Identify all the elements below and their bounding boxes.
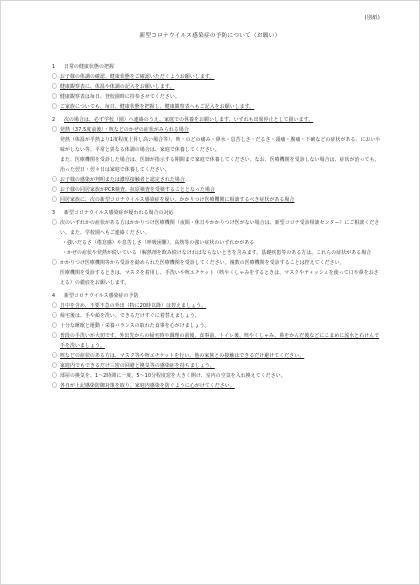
paragraph: 発熱（体温が平熱より1度程度上昇し高い場合等）、咳・のどの痛み・鼻水・息苦しさ・だるさ・頭痛・腹痛・下痢などの症状がある、においや味がしない等、平常と異なる体調の場合は、家庭で休養してください。: [60, 137, 381, 153]
paragraph: また、医療機関を受診した場合は、医師が指示する期間まで家庭で休養してください。なお、医療機関を受診しない場合は、症状が治っても、治った翌日・翌々日は家庭で休養してください。: [60, 157, 380, 173]
document-body: [52, 62, 382, 394]
list-item: 〇 かかりつけ医療機関等から受診を勧められた医療機関を受診してください。複数の医療機関を受診することは控えてください。: [52, 260, 345, 266]
list-item: 〇 発熱（37.5度前後）・咳などのかぜの症状がみられる場合: [52, 127, 189, 133]
list-item: 〇 同居家族に、次の新型コロナウイルス感染症を疑い、かかりつけ医療機関に相談するべき症状がある場合: [52, 197, 295, 203]
section-3: [52, 208, 382, 288]
section-heading: 1 日常の健康状態の把握: [52, 64, 114, 70]
list-item: 〇 お子様の体調の確認、健康状態をご確認いただくようお願いします。: [52, 74, 215, 80]
list-item: 〇 ご家族についても、毎日、健康状態を把握し、健康観察表へもご記入をお願いします。: [52, 104, 255, 110]
list-item: 〇 部屋の換気を、1～2時間に一度、5～10分程度窓を大きく開け、室内の空気を入れ換えてください。: [52, 373, 286, 379]
page-title: 新型コロナウイルス感染症の予防について（お願い）: [139, 33, 281, 39]
section-1: [52, 62, 382, 112]
sub-list-item: ・強いだるさ（倦怠感）や息苦しさ（呼吸困難）、高熱等の強い症状のいずれかがある: [62, 240, 255, 246]
section-heading: 3 新型コロナウイルス感染症が疑われる場合の対応: [52, 210, 174, 216]
list-item: 〇 健康観察表に、体温や体調の記入をお願いします。: [52, 84, 175, 90]
corner-label: (別紙): [364, 15, 380, 21]
section-heading: 4 新型コロナウイルス感染症の予防: [52, 293, 139, 299]
list-item: 〇 健康観察表は毎日、登校園時に持参させてください。: [52, 94, 180, 100]
list-item: 〇 帰宅後は、手や顔を洗い、できるだけすぐに着替えましょう。: [52, 313, 200, 319]
section-heading: 2 次の場合は、必ず学校（園）へ連絡のうえ、家庭での休養をお願いします。いずれも出席停止として扱います。: [52, 117, 314, 123]
list-item: 〇 お子様の同居家族がPCR検査、抗原検査を受検することとなった場合: [52, 187, 215, 193]
list-item: 〇 家庭内でもできるだけ三密の回避と換気等の感染症を持ちましょう。: [52, 363, 215, 369]
list-item: 〇 十分な睡眠と運動・栄養バランスの取れた食事を心がけましょう。: [52, 323, 210, 329]
section-2: [52, 115, 382, 205]
list-item: 〇 咳などの症状のある方は、マスク等や咳エチケットを行い、他の家族との接触はできるだけ避けてください。: [52, 353, 305, 359]
paragraph: 医療機関を受診するときは、マスクを着用し、手洗いや咳エチケット（咳やくしゃみをするときは、マスクやティッシュを使って口や鼻をおさえる）の徹底をお願いします。: [60, 270, 379, 286]
sub-list-item: ・かぜの症状や発熱が続いている（解熱剤を飲み続けなければならないときを含みます。基礎疾患等のある方は、これらの症状がある場合: [62, 250, 372, 256]
list-item: 〇 次のいずれかの症状がある方はかかりつけ医療機関（夜間・休日やかかりつけ医がない場合は、新型コロナ受診相談センター）にご相談ください。また、学校園へもご連絡ください。: [52, 220, 380, 236]
list-item: 〇 普段の手洗いが大切です。外出先からの帰宅時や調理の前後、食事前、トイレ後、咳やくしゃみ、鼻をかんだ後などにこまめに流水と石けんで手を洗いましょう。: [52, 333, 380, 349]
list-item: 〇 お子様の感染が判明または濃厚接触者と認定された場合: [52, 177, 185, 183]
section-4: [52, 291, 382, 391]
list-item: 〇 日中を含め、不要不急の外出（特に20時以降）は控えましょう。: [52, 303, 207, 309]
list-item: 〇 各自が上記感染防御対策を取り、家庭内感染を防ぐように心がけてください。: [52, 383, 235, 389]
